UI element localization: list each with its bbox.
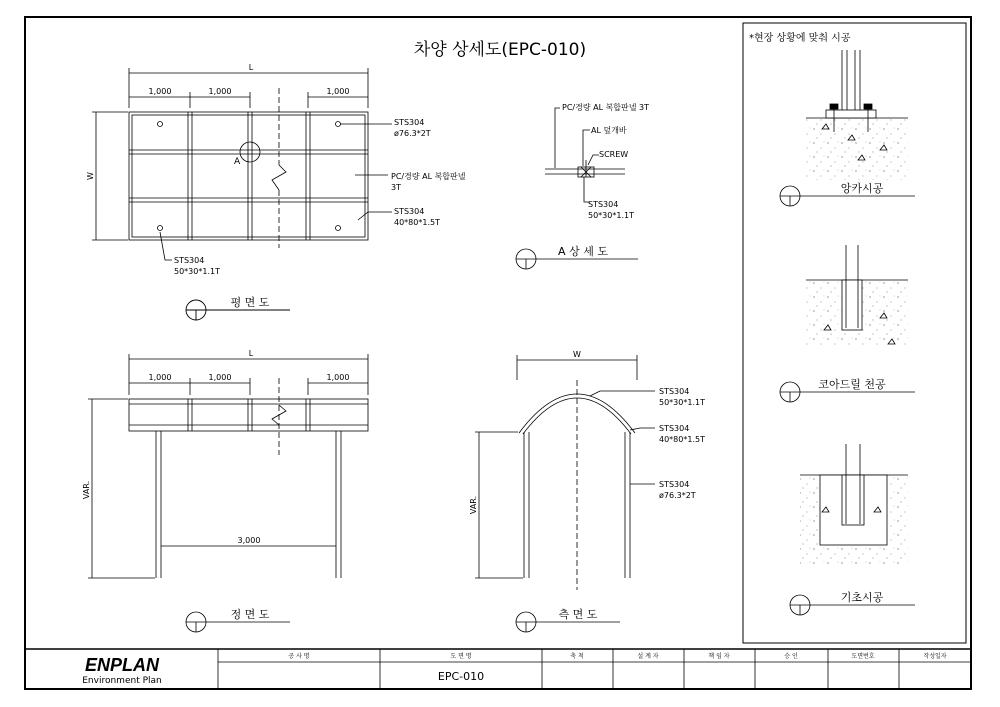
plan-dim-3: 1,000: [326, 87, 350, 96]
detail-a-cover-bar: AL 덮개바: [591, 126, 627, 135]
side-view-label: 측 면 도: [558, 608, 598, 621]
plan-sts-small-spec: 50*30*1.1T: [174, 267, 220, 276]
plan-dim-L: L: [248, 63, 254, 72]
detail-a-sts-spec: 50*30*1.1T: [588, 211, 634, 220]
plan-sts-pipe-spec: ø76.3*2T: [394, 129, 431, 138]
detail-a-sts: STS304: [588, 200, 619, 209]
detail-a-label: A 상 세 도: [558, 245, 608, 258]
front-dim-2: 1,000: [208, 373, 232, 382]
install-note: *현장 상황에 맞춰 시공: [749, 33, 851, 44]
tb-header-approval: 승 인: [784, 653, 798, 660]
side-view: [475, 355, 655, 632]
plan-dim-2: 1,000: [208, 87, 232, 96]
front-view: [88, 354, 368, 632]
front-dim-3: 1,000: [326, 373, 350, 382]
tb-header-drawing-no: 도면번호: [851, 653, 875, 660]
tb-header-designer: 설 계 자: [637, 653, 659, 660]
plan-panel-note: PC/경량 AL 복합판넬: [391, 172, 466, 181]
plan-view: [92, 68, 392, 260]
side-sts3-spec: ø76.3*2T: [659, 491, 696, 500]
front-dim-1: 1,000: [148, 373, 172, 382]
plan-sts-pipe: STS304: [394, 118, 425, 127]
plan-sts-frame-spec: 40*80*1.5T: [394, 218, 440, 227]
detail-a-screw: SCREW: [599, 150, 629, 159]
side-dim-W: W: [573, 350, 581, 359]
tb-header-project: 공 사 명: [288, 653, 310, 660]
side-dim-var: VAR.: [469, 495, 478, 515]
foundation-detail: [790, 444, 915, 615]
tb-header-manager: 책 임 자: [708, 653, 730, 660]
anchor-label: 앙카시공: [840, 182, 884, 195]
company-subtitle: Environment Plan: [82, 676, 162, 686]
side-sts2: STS304: [659, 424, 690, 433]
tb-header-scale: 축 척: [570, 653, 584, 660]
company-logo: ENPLAN: [84, 655, 160, 675]
drawing-title: 차양 상세도(EPC-010): [413, 40, 587, 60]
side-sts3: STS304: [659, 480, 690, 489]
front-dim-var: VAR.: [82, 480, 91, 500]
plan-panel-thk: 3T: [391, 183, 401, 192]
tb-drawing-no-value: EPC-010: [437, 670, 485, 683]
detail-marker-a: A: [234, 157, 241, 167]
foundation-label: 기초시공: [840, 591, 884, 604]
front-dim-L: L: [248, 349, 254, 358]
detail-a-panel-note: PC/경량 AL 복합판넬 3T: [562, 103, 650, 112]
side-sts1: STS304: [659, 387, 690, 396]
title-block: [25, 649, 971, 689]
side-sts2-spec: 40*80*1.5T: [659, 435, 705, 444]
tb-header-drawing-name: 도 면 명: [450, 653, 472, 660]
plan-sts-small: STS304: [174, 256, 205, 265]
front-view-label: 정 면 도: [230, 608, 270, 621]
plan-view-label: 평 면 도: [230, 296, 270, 309]
side-sts1-spec: 50*30*1.1T: [659, 398, 705, 407]
plan-sts-frame: STS304: [394, 207, 425, 216]
tb-header-date: 작성일자: [923, 653, 947, 660]
plan-dim-W: W: [86, 172, 95, 180]
plan-dim-1: 1,000: [148, 87, 172, 96]
front-dim-3000: 3,000: [237, 536, 261, 545]
core-drill-label: 코아드릴 천공: [818, 378, 886, 391]
